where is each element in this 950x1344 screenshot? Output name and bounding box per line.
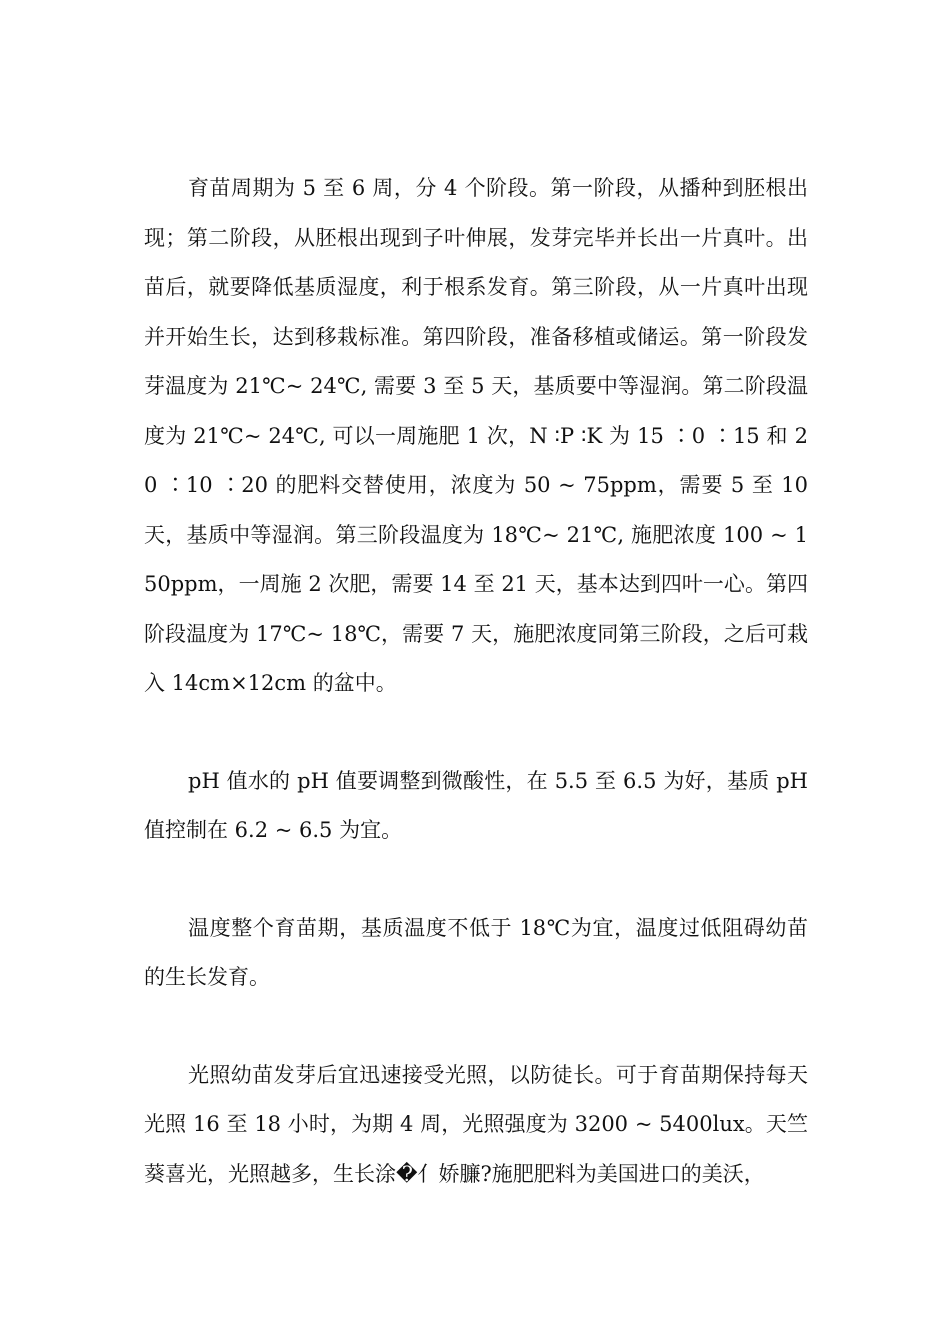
paragraph-ph-value: pH 值水的 pH 值要调整到微酸性，在 5.5 至 6.5 为好，基质 pH 值控制在 6.2 ~ 6.5 为宜。: [144, 768, 808, 842]
paragraph-light: 光照幼苗发芽后宜迅速接受光照，以防徒长。可于育苗期保持每天光照 16 至 18 小时，为期 4 周，光照强度为 3200 ~ 5400lux。天竺葵喜光，光照越多，生长涂�亻娇臁?施肥肥料为美国进口的美沃，: [144, 1062, 808, 1186]
paragraph-seedling-stages: 育苗周期为 5 至 6 周，分 4 个阶段。第一阶段，从播种到胚根出现；第二阶段，从胚根出现到子叶伸展，发芽完毕并长出一片真叶。出苗后，就要降低基质湿度，利于根系发育。第三阶段，从一片真叶出现并开始生长，达到移栽标准。第四阶段，准备移植或储运。第一阶段发芽温度为 21℃~ 24℃, 需要 3 至 5 天，基质要中等湿润。第二阶段温度为 21℃~ 24℃, 可以一周施肥 1 次，N ∶P ∶K 为 15 ∶0 ∶15 和 20 ∶10 ∶20 的肥料交替使用，浓度为 50 ~ 75ppm，需要 5 至 10 天，基质中等湿润。第三阶段温度为 18℃~ 21℃, 施肥浓度 100 ~ 150ppm，一周施 2 次肥，需要 14 至 21 天，基本达到四叶一心。第四阶段温度为 17℃~ 18℃，需要 7 天，施肥浓度同第三阶段，之后可栽入 14cm×12cm 的盆中。: [144, 176, 808, 695]
document-body: [144, 164, 808, 1199]
paragraph-temperature: 温度整个育苗期，基质温度不低于 18℃为宜，温度过低阻碍幼苗的生长发育。: [144, 915, 808, 989]
